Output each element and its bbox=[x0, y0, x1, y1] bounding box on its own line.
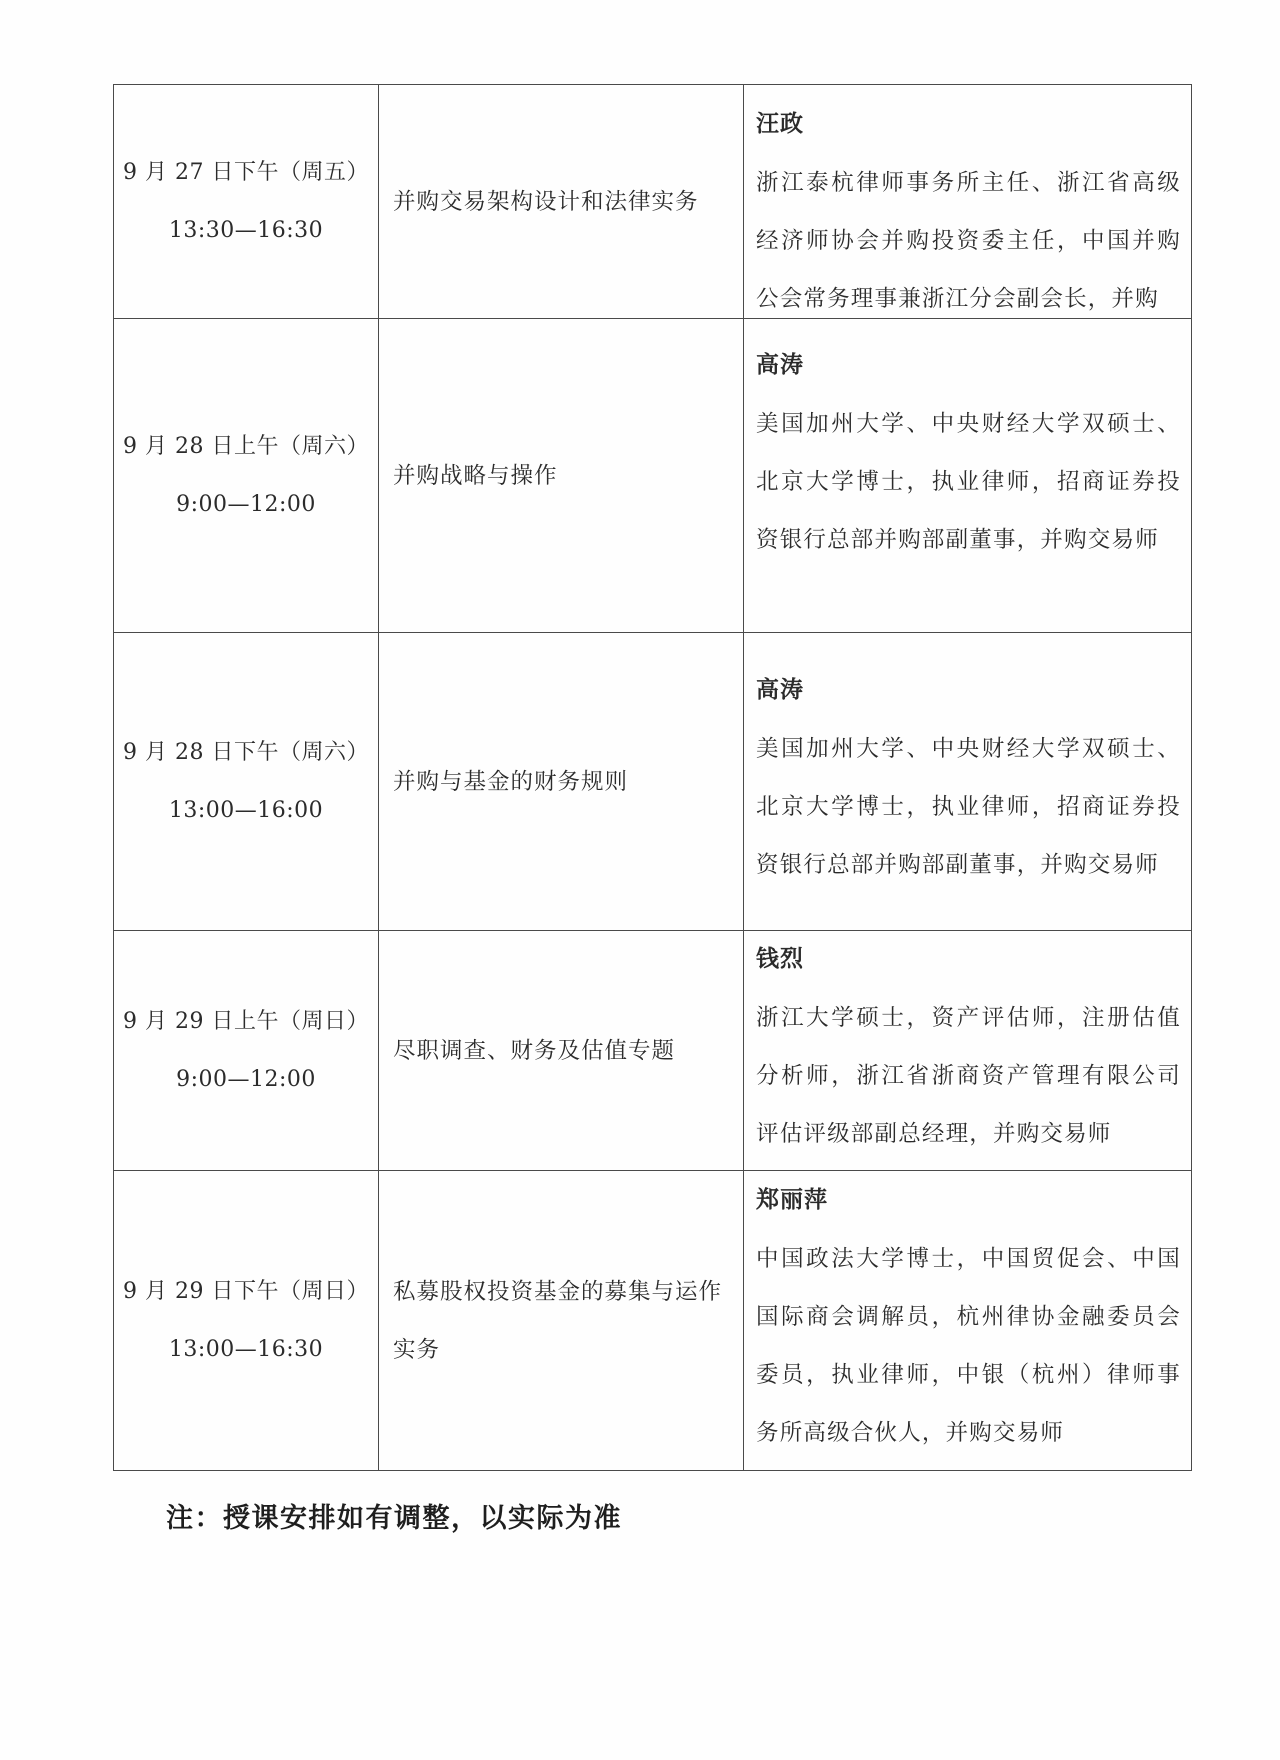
session-date: 9 月 28 日下午（周六） bbox=[123, 739, 369, 765]
table-row bbox=[114, 633, 1192, 931]
lecturer-bio: 美国加州大学、中央财经大学双硕士、北京大学博士，执业律师，招商证券投资银行总部并购部副董事，并购交易师 bbox=[756, 735, 1181, 878]
lecturer-name: 汪政 bbox=[756, 109, 804, 137]
session-date: 9 月 29 日上午（周日） bbox=[123, 1008, 369, 1034]
lecturer-name: 钱烈 bbox=[756, 944, 804, 972]
course-schedule-table bbox=[113, 84, 1192, 1471]
session-hours: 9:00—12:00 bbox=[176, 1066, 316, 1092]
session-hours: 13:00—16:00 bbox=[168, 797, 324, 823]
lecturer-cell bbox=[744, 1171, 1192, 1471]
table-row bbox=[114, 931, 1192, 1171]
session-hours: 9:00—12:00 bbox=[176, 491, 316, 517]
lecturer-cell bbox=[744, 931, 1192, 1171]
table-row bbox=[114, 85, 1192, 319]
session-topic: 并购与基金的财务规则 bbox=[379, 633, 744, 931]
session-date: 9 月 28 日上午（周六） bbox=[123, 433, 369, 459]
lecturer-cell bbox=[744, 85, 1192, 319]
lecturer-bio: 浙江泰杭律师事务所主任、浙江省高级经济师协会并购投资委主任，中国并购公会常务理事兼浙江分会副会长，并购 bbox=[756, 169, 1181, 312]
session-time-cell bbox=[114, 931, 379, 1171]
schedule-note: 注：授课安排如有调整，以实际为准 bbox=[166, 1503, 622, 1534]
lecturer-name: 高涛 bbox=[756, 675, 804, 703]
session-time-cell bbox=[114, 85, 379, 319]
lecturer-cell bbox=[744, 633, 1192, 931]
session-time-cell bbox=[114, 1171, 379, 1471]
session-topic: 私募股权投资基金的募集与运作实务 bbox=[379, 1171, 744, 1471]
lecturer-bio: 浙江大学硕士，资产评估师，注册估值分析师，浙江省浙商资产管理有限公司评估评级部副总经理，并购交易师 bbox=[756, 1004, 1181, 1147]
session-time-cell bbox=[114, 633, 379, 931]
session-topic: 并购交易架构设计和法律实务 bbox=[379, 85, 744, 319]
lecturer-name: 高涛 bbox=[756, 351, 804, 378]
session-date: 9 月 29 日下午（周日） bbox=[123, 1278, 369, 1304]
lecturer-bio: 中国政法大学博士，中国贸促会、中国国际商会调解员，杭州律协金融委员会委员，执业律师，中银（杭州）律师事务所高级合伙人，并购交易师 bbox=[756, 1245, 1181, 1446]
session-topic: 尽职调查、财务及估值专题 bbox=[379, 931, 744, 1171]
session-hours: 13:30—16:30 bbox=[168, 217, 324, 243]
lecturer-cell bbox=[744, 319, 1192, 633]
session-time-cell bbox=[114, 319, 379, 633]
session-topic: 并购战略与操作 bbox=[379, 319, 744, 633]
session-date: 9 月 27 日下午（周五） bbox=[123, 159, 369, 185]
lecturer-name: 郑丽萍 bbox=[756, 1185, 828, 1213]
table-row bbox=[114, 319, 1192, 633]
table-row bbox=[114, 1171, 1192, 1471]
session-hours: 13:00—16:30 bbox=[168, 1336, 324, 1362]
lecturer-bio: 美国加州大学、中央财经大学双硕士、北京大学博士，执业律师，招商证券投资银行总部并购部副董事，并购交易师 bbox=[756, 411, 1181, 553]
